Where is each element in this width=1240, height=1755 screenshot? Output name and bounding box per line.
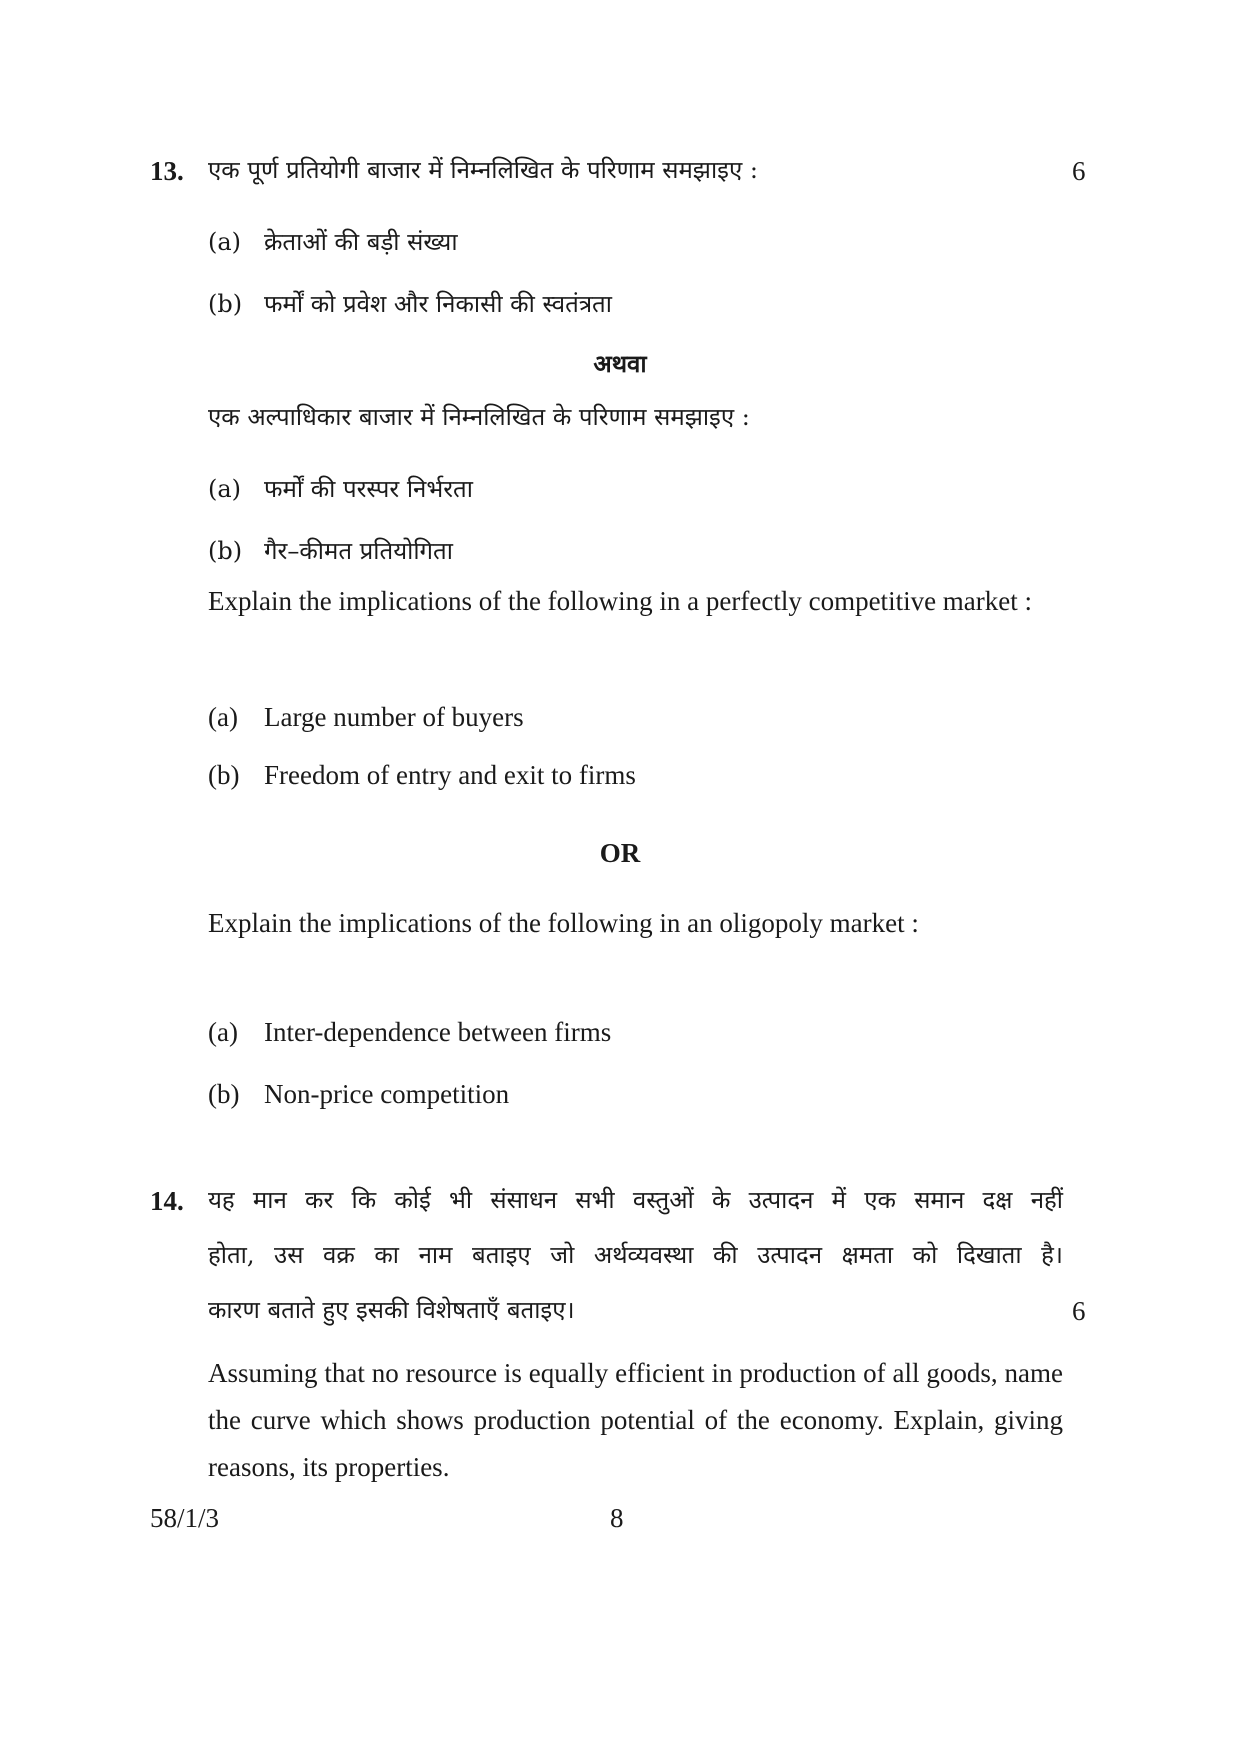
- option-label: (b): [208, 760, 240, 790]
- q13-hindi-question: एक पूर्ण प्रतियोगी बाजार में निम्नलिखित के परिणाम समझाइए :: [208, 156, 758, 184]
- q13-hindi-alt-question: एक अल्पाधिकार बाजार में निम्नलिखित के परिणाम समझाइए :: [208, 403, 750, 431]
- q14-english-question: Assuming that no resource is equally efficient in production of all goods, name the curve which shows production potential of the economy. Explain, giving reasons, its properties.: [208, 1358, 1063, 1482]
- option-text: Inter-dependence between firms: [264, 1017, 612, 1047]
- q13-english-option-a: [208, 701, 524, 733]
- option-label: (b): [208, 537, 243, 565]
- option-label: (a): [208, 1017, 238, 1047]
- q13-hindi-alt-option-b: [208, 537, 453, 566]
- q14-marks: 6: [1072, 1296, 1086, 1326]
- q13-hindi-or: अथवा: [593, 349, 647, 378]
- option-text: Large number of buyers: [264, 702, 524, 732]
- option-label: (a): [208, 228, 242, 256]
- question-paper-code: 58/1/3: [150, 1503, 220, 1533]
- q13-hindi-option-b: [208, 290, 612, 319]
- option-label: (b): [208, 1079, 240, 1109]
- q14-hindi-line-1: यह मान कर कि कोई भी संसाधन सभी वस्तुओं के उत्पादन में एक समान दक्ष नहीं: [208, 1186, 1063, 1214]
- q13-english-or: OR: [599, 838, 641, 868]
- option-label: (b): [208, 290, 243, 318]
- q13-english-option-b: [208, 759, 636, 791]
- q13-english-question: Explain the implications of the following in a perfectly competitive market :: [208, 586, 1033, 616]
- option-text: Non-price competition: [264, 1079, 510, 1109]
- q13-hindi-alt-option-a: [208, 475, 473, 504]
- q13-english-alt-question: Explain the implications of the following in an oligopoly market :: [208, 908, 919, 938]
- q14-hindi-line-2: होता, उस वक्र का नाम बताइए जो अर्थव्यवस्था की उत्पादन क्षमता को दिखाता है।: [208, 1241, 1063, 1269]
- q13-marks: 6: [1072, 156, 1086, 186]
- option-label: (a): [208, 702, 238, 732]
- q13-number: 13.: [150, 156, 184, 186]
- page-number: 8: [610, 1503, 624, 1533]
- q13-english-alt-option-b: [208, 1078, 509, 1110]
- option-text: फर्मों को प्रवेश और निकासी की स्वतंत्रता: [264, 290, 612, 318]
- option-text: फर्मों की परस्पर निर्भरता: [264, 475, 473, 503]
- q13-english-alt-option-a: [208, 1016, 611, 1048]
- option-label: (a): [208, 475, 242, 503]
- q14-hindi-line-3: कारण बताते हुए इसकी विशेषताएँ बताइए।: [208, 1296, 575, 1324]
- q14-number: 14.: [150, 1186, 184, 1216]
- option-text: क्रेताओं की बड़ी संख्या: [264, 228, 458, 256]
- q13-hindi-option-a: [208, 228, 458, 257]
- option-text: Freedom of entry and exit to firms: [264, 760, 636, 790]
- option-text: गैर–कीमत प्रतियोगिता: [264, 537, 453, 565]
